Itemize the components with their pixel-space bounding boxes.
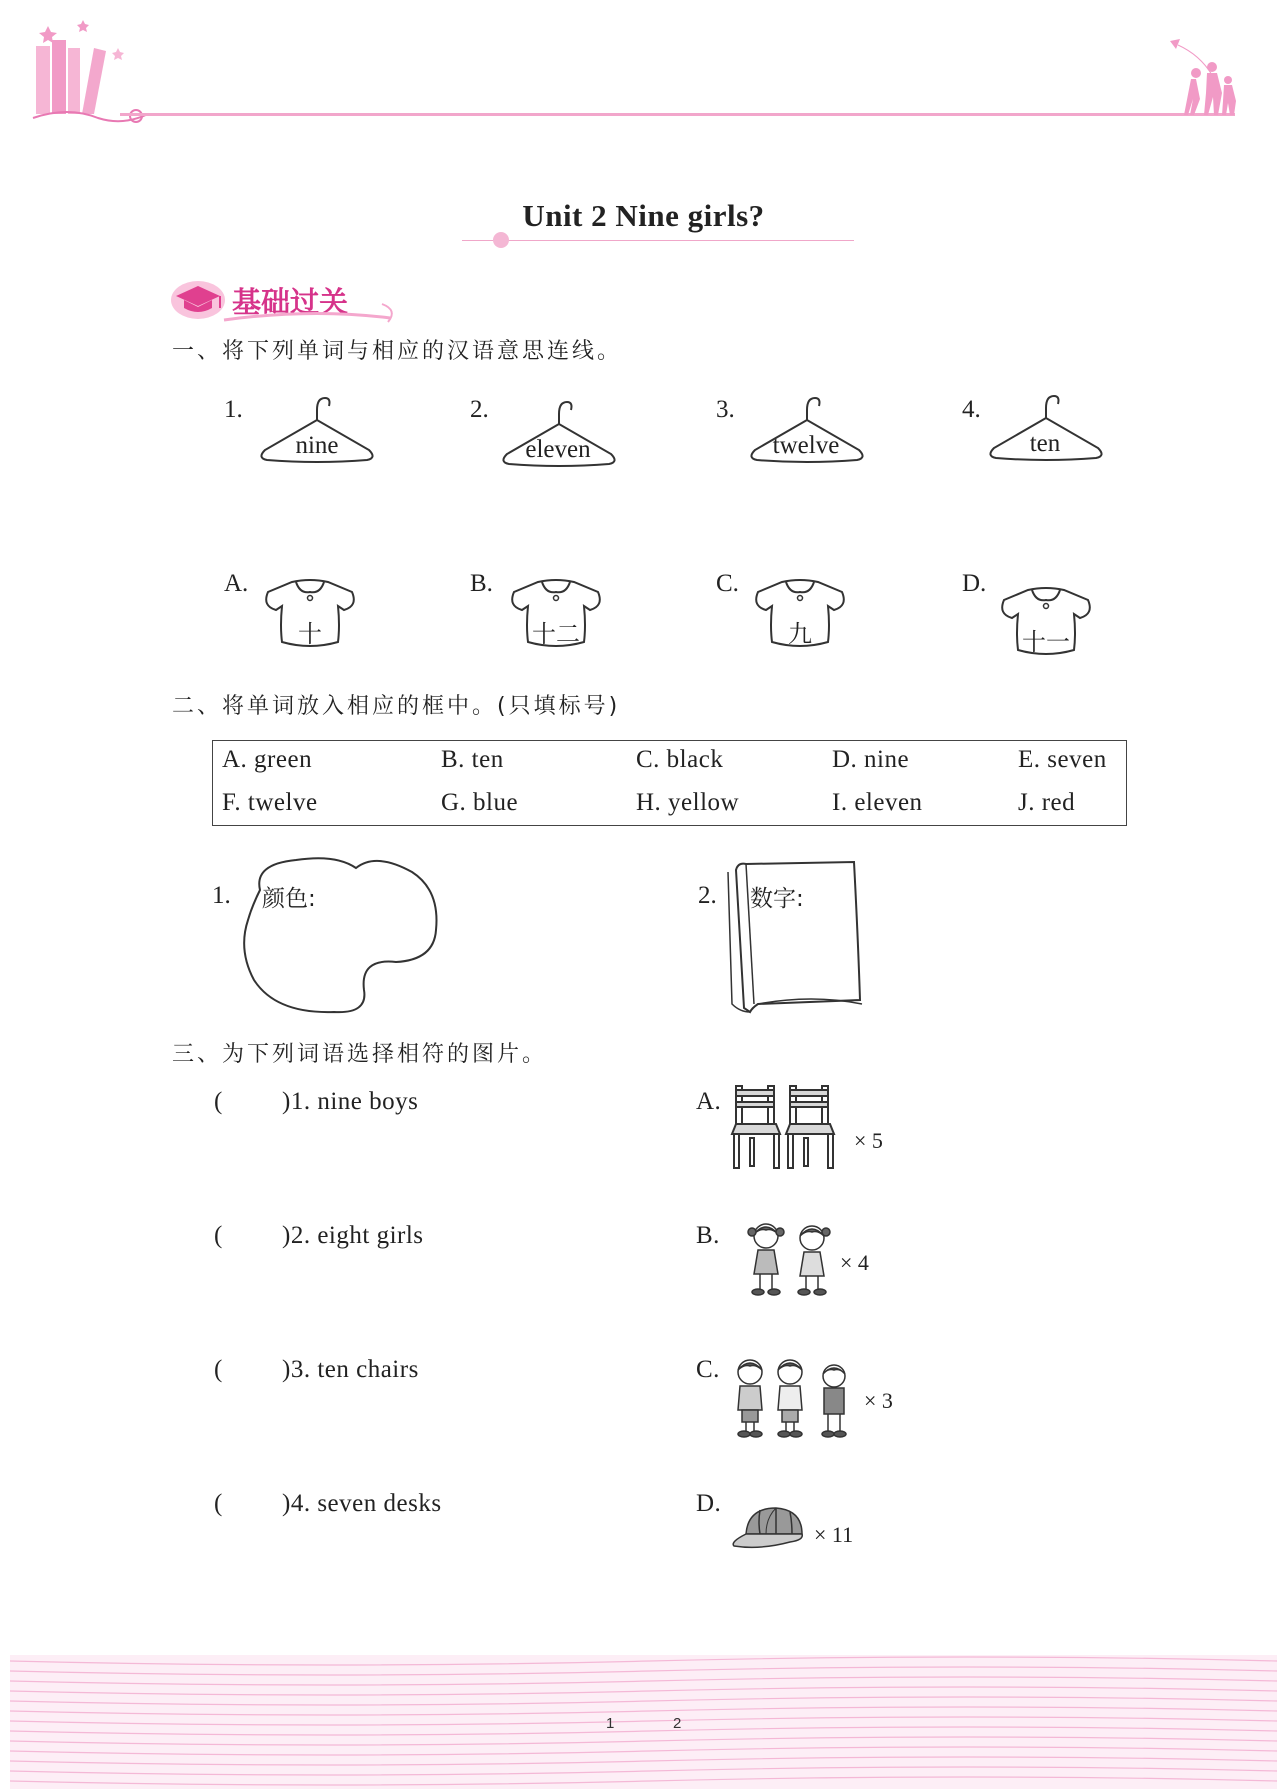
header-rule (120, 113, 1235, 116)
cap-icon (730, 1504, 806, 1554)
hanger-word-twelve: twelve (772, 432, 840, 459)
word-bank-item: E. seven (1018, 746, 1107, 773)
word-bank-item: H. yellow (636, 789, 740, 816)
q1-word-number-3: 3. (716, 396, 735, 423)
hanger-word-ten: ten (1029, 430, 1061, 457)
q1-word-number-4: 4. (962, 396, 981, 423)
shirt-text-nine: 九 (788, 620, 812, 648)
girls-icon (742, 1220, 838, 1300)
q3-item-1: )1. nine boys (282, 1088, 419, 1115)
q1-meaning-letter-a: A. (224, 570, 249, 597)
word-bank-item: J. red (1018, 789, 1076, 816)
color-box-label: 颜色: (262, 886, 316, 912)
q3-option-letter-c: C. (696, 1356, 720, 1383)
word-bank-item: F. twelve (222, 789, 318, 816)
option-a-multiplier: × 5 (854, 1128, 883, 1153)
q3-open-paren: ( (214, 1490, 223, 1517)
q3-item-2: )2. eight girls (282, 1222, 424, 1249)
graduation-cap-icon (170, 276, 226, 320)
chairs-icon (728, 1082, 846, 1170)
option-b-multiplier: × 4 (840, 1250, 869, 1275)
q3-option-letter-d: D. (696, 1490, 722, 1517)
q1-meaning-letter-b: B. (470, 570, 493, 597)
section-title: 基础过关 (232, 285, 349, 319)
footer-wave-background (10, 1655, 1277, 1789)
word-bank-item: I. eleven (832, 789, 923, 816)
shirt-text-ten: 十 (298, 620, 322, 648)
q3-option-letter-a: A. (696, 1088, 722, 1115)
hanger-word-nine: nine (295, 432, 339, 459)
question-2-heading: 二、将单词放入相应的框中。(只填标号) (172, 694, 621, 719)
page-number-right: 2 (673, 1715, 682, 1732)
q1-meaning-letter-d: D. (962, 570, 987, 597)
number-box-label: 数字: (750, 886, 804, 912)
word-bank-item: B. ten (441, 746, 504, 773)
q3-item-3: )3. ten chairs (282, 1356, 419, 1383)
hanger-word-eleven: eleven (525, 436, 591, 463)
boys-icon (730, 1356, 856, 1440)
title-dot-ornament (493, 232, 509, 248)
option-c-multiplier: × 3 (864, 1388, 893, 1413)
color-answer-blob[interactable] (236, 850, 442, 1016)
question-1-heading: 一、将下列单词与相应的汉语意思连线。 (172, 339, 623, 364)
word-bank-item: D. nine (832, 746, 910, 773)
word-bank-item: A. green (222, 746, 313, 773)
question-3-heading: 三、为下列词语选择相符的图片。 (172, 1042, 548, 1067)
q3-open-paren: ( (214, 1088, 223, 1115)
q1-word-number-2: 2. (470, 396, 489, 423)
title-underline (462, 240, 854, 241)
section-title-swoosh (222, 300, 402, 324)
option-d-multiplier: × 11 (814, 1522, 854, 1547)
q2-box-number-2: 2. (698, 882, 717, 909)
q3-option-letter-b: B. (696, 1222, 720, 1249)
page-number-left: 1 (606, 1715, 615, 1732)
q3-item-4: )4. seven desks (282, 1490, 442, 1517)
q2-box-number-1: 1. (212, 882, 231, 909)
shirt-text-twelve: 十二 (532, 620, 580, 648)
word-bank-item: G. blue (441, 789, 519, 816)
word-bank-item: C. black (636, 746, 724, 773)
q1-word-number-1: 1. (224, 396, 243, 423)
page-title: Unit 2 Nine girls? (522, 198, 765, 233)
q3-open-paren: ( (214, 1356, 223, 1383)
q1-meaning-letter-c: C. (716, 570, 739, 597)
q3-open-paren: ( (214, 1222, 223, 1249)
shirt-text-eleven: 十一 (1022, 628, 1070, 656)
header-kids-kite-decoration (1160, 35, 1240, 117)
